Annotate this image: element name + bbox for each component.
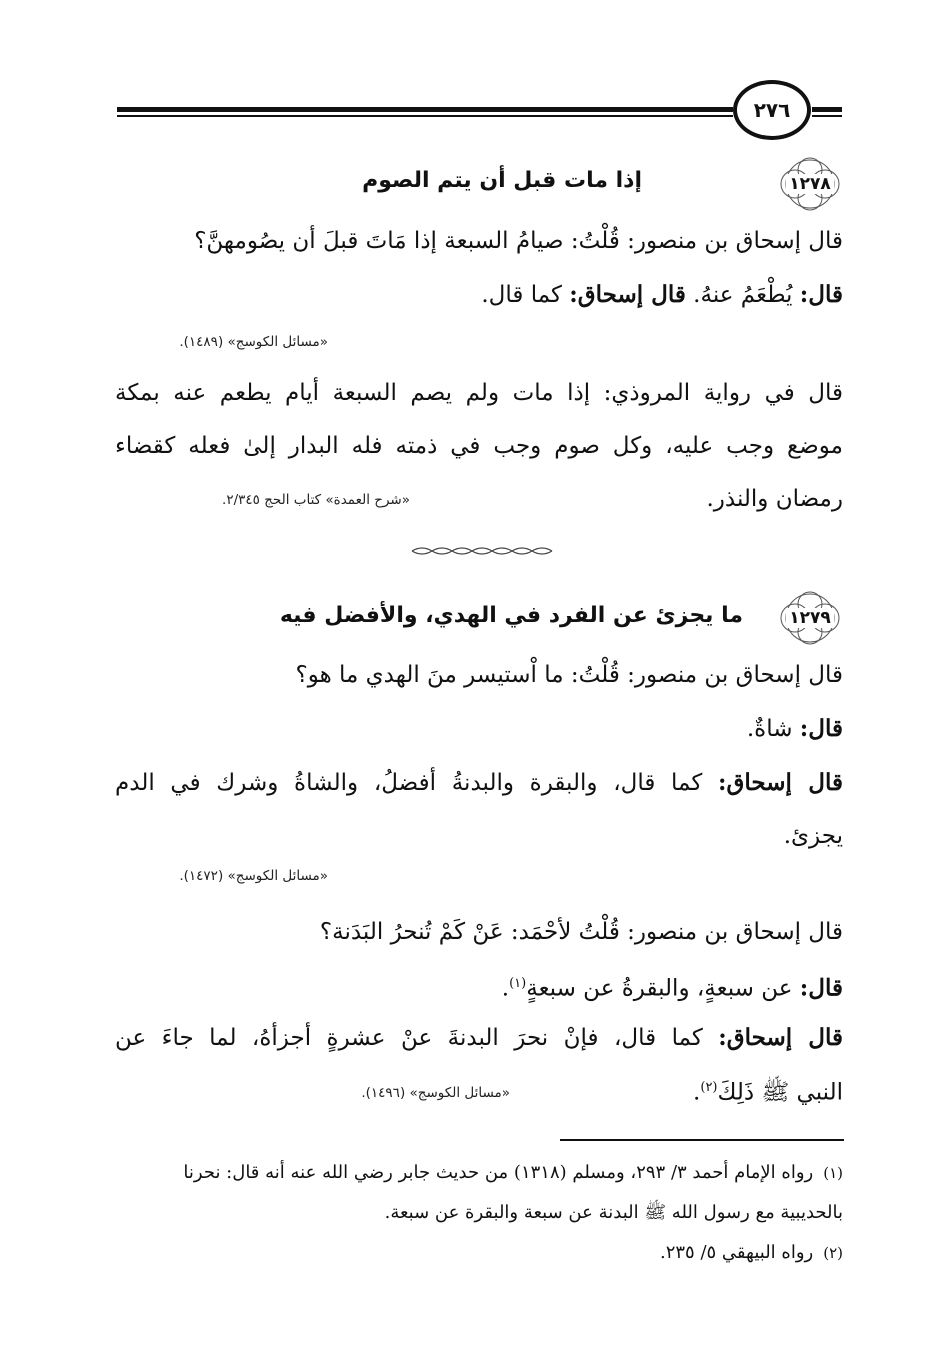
footnote-continuation: بالحديبية مع رسول الله ﷺ البدنة عن سبعة والبقرة عن سبعة. — [384, 1202, 843, 1223]
section-divider-ornament — [410, 545, 555, 557]
section-title: ما يجزئ عن الفرد في الهدي، والأفضل فيه — [279, 603, 743, 628]
text-line: قال: يُطْعَمُ عنهُ. قال إسحاق: كما قال. — [481, 281, 843, 308]
page-number: ٢٧٦ — [733, 80, 811, 140]
text-line: قال إسحاق بن منصور: قُلْتُ: صيامُ السبعة إذا مَاتَ قبلَ أن يصُومهنَّ؟ — [194, 228, 843, 254]
source-citation: «مسائل الكوسج» (١٤٩٦). — [361, 1085, 510, 1101]
text-line: النبي ﷺ ذَلِكَ$^{(٢)}$. — [693, 1079, 843, 1106]
text-line: رمضان والنذر. — [706, 486, 843, 512]
section-number: ١٢٧٨ — [786, 174, 834, 194]
text-line: قال إسحاق بن منصور: قُلْتُ لأحْمَد: عَنْ كَمْ تُنحرُ البَدَنة؟ — [319, 919, 843, 945]
header-rule-right — [812, 107, 842, 117]
text-line: يجزئ. — [783, 823, 843, 849]
header-rule — [117, 107, 733, 117]
text-line: قال إسحاق بن منصور: قُلْتُ: ما اْستيسر منَ الهدي ما هو؟ — [295, 662, 843, 688]
text-line: موضع وجب عليه، وكل صوم وجب في ذمته فله البدار إلىٰ فعله كقضاء — [115, 433, 843, 459]
source-citation: «مسائل الكوسج» (١٤٨٩). — [179, 334, 328, 350]
section-number-ornament — [775, 591, 845, 645]
footnote-rule — [560, 1139, 844, 1141]
section-number: ١٢٧٩ — [786, 608, 834, 628]
footnote: (١)رواه الإمام أحمد ٣/ ٢٩٣، ومسلم (١٣١٨) من حديث جابر رضي الله عنه أنه قال: نحرنا — [183, 1162, 843, 1183]
text-line: قال إسحاق: كما قال، والبقرة والبدنةُ أفضلُ، والشاةُ وشرك في الدم — [115, 769, 844, 796]
text-line: قال: شاةٌ. — [746, 715, 843, 742]
text-line: قال إسحاق: كما قال، فإنْ نحرَ البدنةَ عنْ عشرةٍ أجزأهُ، لما جاءَ عن — [115, 1024, 844, 1051]
source-citation: «شرح العمدة» كتاب الحج ٢/٣٤٥. — [222, 492, 410, 508]
text-line: قال: عن سبعةٍ، والبقرةُ عن سبعةٍ$^{(١)}$. — [501, 974, 843, 1002]
footnote: (٢)رواه البيهقي ٥/ ٢٣٥. — [659, 1242, 843, 1263]
source-citation: «مسائل الكوسج» (١٤٧٢). — [179, 868, 328, 884]
text-line: قال في رواية المروذي: إذا مات ولم يصم السبعة أيام يطعم عنه بمكة — [115, 380, 843, 406]
section-number-ornament — [775, 157, 845, 211]
section-title: إذا مات قبل أن يتم الصوم — [362, 168, 642, 193]
